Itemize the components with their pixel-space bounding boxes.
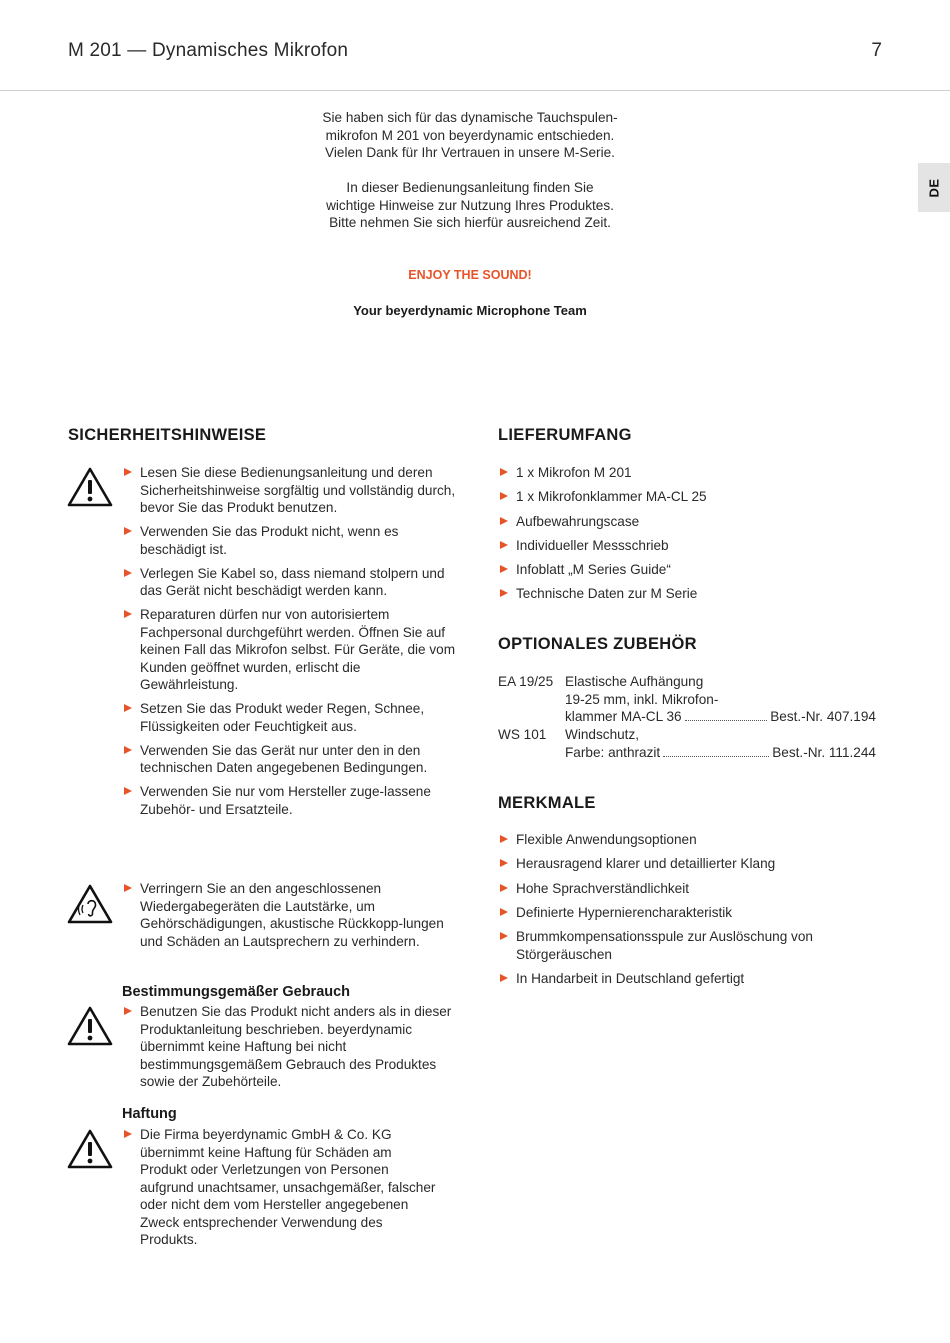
list-item: Flexible Anwendungsoptionen <box>498 831 838 849</box>
list-item: Verlegen Sie Kabel so, dass niemand stolpern und das Gerät nicht beschädigt werden kann. <box>122 565 457 600</box>
accessories-heading: OPTIONALES ZUBEHÖR <box>498 635 697 653</box>
document-title: M 201 — Dynamisches Mikrofon <box>68 40 349 61</box>
list-item: 1 x Mikrofonklammer MA-CL 25 <box>498 488 888 506</box>
warning-icon <box>67 1128 113 1170</box>
accessory-description: Windschutz, Farbe: anthrazit Best.-Nr. 111.244 <box>565 727 876 760</box>
list-item: Verwenden Sie nur vom Hersteller zuge-lassene Zubehör- und Ersatzteile. <box>122 783 457 818</box>
hearing-warning-icon <box>67 883 113 925</box>
order-number: Best.-Nr. 407.194 <box>770 709 876 724</box>
list-item: Verwenden Sie das Gerät nur unter den in den technischen Daten angegebenen Bedingungen. <box>122 742 457 777</box>
list-item: Die Firma beyerdynamic GmbH & Co. KG übernimmt keine Haftung für Schäden am Produkt oder Verletzungen von Personen aufgrund unachtsamer, unsachgemäßer, falscher oder nicht dem vom Hersteller angegebenen Zweck entsprechender Verwendung des Produkts. <box>122 1126 442 1249</box>
list-item: Individueller Messschrieb <box>498 537 888 555</box>
accessory-code: WS 101 <box>498 727 547 742</box>
intended-use-heading: Bestimmungsgemäßer Gebrauch <box>122 984 351 1000</box>
page-number: 7 <box>871 40 882 61</box>
list-item: Setzen Sie das Produkt weder Regen, Schnee, Flüssigkeiten oder Feuchtigkeit aus. <box>122 700 457 735</box>
hearing-list <box>122 880 457 957</box>
list-item: 1 x Mikrofon M 201 <box>498 464 888 482</box>
list-item: Brummkompensationsspule zur Auslöschung von Störgeräuschen <box>498 928 838 963</box>
intro-paragraph-1: Sie haben sich für das dynamische Tauchspulen- mikrofon M 201 von beyerdynamic entschieden. Vielen Dank für Ihr Vertrauen in unsere M-Serie. <box>322 110 618 160</box>
page-header <box>0 0 950 91</box>
accessory-code: EA 19/25 <box>498 674 554 689</box>
order-number: Best.-Nr. 111.244 <box>772 744 876 760</box>
list-item: Hohe Sprachverständlichkeit <box>498 880 838 898</box>
list-item: Verringern Sie an den angeschlossenen Wiedergabegeräten die Lautstärke, um Gehörschädigungen, akustische Rückkopp-lungen und Schäden an Lautsprechern zu verhindern. <box>122 880 457 950</box>
accessory-row <box>498 673 878 726</box>
safety-heading: SICHERHEITSHINWEISE <box>68 426 267 444</box>
intro-paragraph-2: In dieser Bedienungsanleitung finden Sie wichtige Hinweise zur Nutzung Ihres Produktes. Bitte nehmen Sie sich hierfür ausreichend Zeit. <box>326 180 614 230</box>
list-item: Reparaturen dürfen nur von autorisiertem Fachpersonal durchgeführt werden. Öffnen Sie auf keinen Fall das Mikrofon selbst. Für Geräte, die vom Kunden geöffnet wurden, erlischt die Gewährleistung. <box>122 606 457 694</box>
accessory-row <box>498 726 878 762</box>
liability-heading: Haftung <box>122 1106 177 1122</box>
language-tab[interactable] <box>918 163 950 212</box>
list-item: Infoblatt „M Series Guide“ <box>498 561 888 579</box>
safety-list <box>122 464 457 825</box>
delivery-list <box>498 464 888 610</box>
list-item: In Handarbeit in Deutschland gefertigt <box>498 970 838 988</box>
warning-icon <box>67 1005 113 1047</box>
list-item: Lesen Sie diese Bedienungsanleitung und deren Sicherheitshinweise sorgfältig und vollständig durch, bevor Sie das Produkt benutzen. <box>122 464 457 517</box>
list-item: Definierte Hypernierencharakteristik <box>498 904 838 922</box>
intro-text <box>250 109 690 232</box>
language-tab-label: DE <box>926 177 942 198</box>
list-item: Benutzen Sie das Produkt nicht anders als in dieser Produktanleitung beschrieben. beyerdynamic übernimmt keine Haftung bei nicht bestimmungsgemäßem Gebrauch des Produktes sowie der Zubehörteile. <box>122 1003 457 1091</box>
list-item: Aufbewahrungscase <box>498 513 888 531</box>
delivery-heading: LIEFERUMFANG <box>498 426 632 444</box>
list-item: Herausragend klarer und detaillierter Klang <box>498 855 838 873</box>
team-signature: Your beyerdynamic Microphone Team <box>353 303 587 318</box>
slogan: ENJOY THE SOUND! <box>408 268 532 282</box>
list-item: Verwenden Sie das Produkt nicht, wenn es beschädigt ist. <box>122 523 457 558</box>
warning-icon <box>67 466 113 508</box>
accessory-description: Elastische Aufhängung 19-25 mm, inkl. Mikrofon- klammer MA-CL 36 Best.-Nr. 407.194 <box>565 674 876 724</box>
features-list <box>498 831 838 994</box>
list-item: Technische Daten zur M Serie <box>498 585 888 603</box>
intended-use-list <box>122 1003 457 1097</box>
features-heading: MERKMALE <box>498 794 596 812</box>
liability-list <box>122 1126 442 1255</box>
